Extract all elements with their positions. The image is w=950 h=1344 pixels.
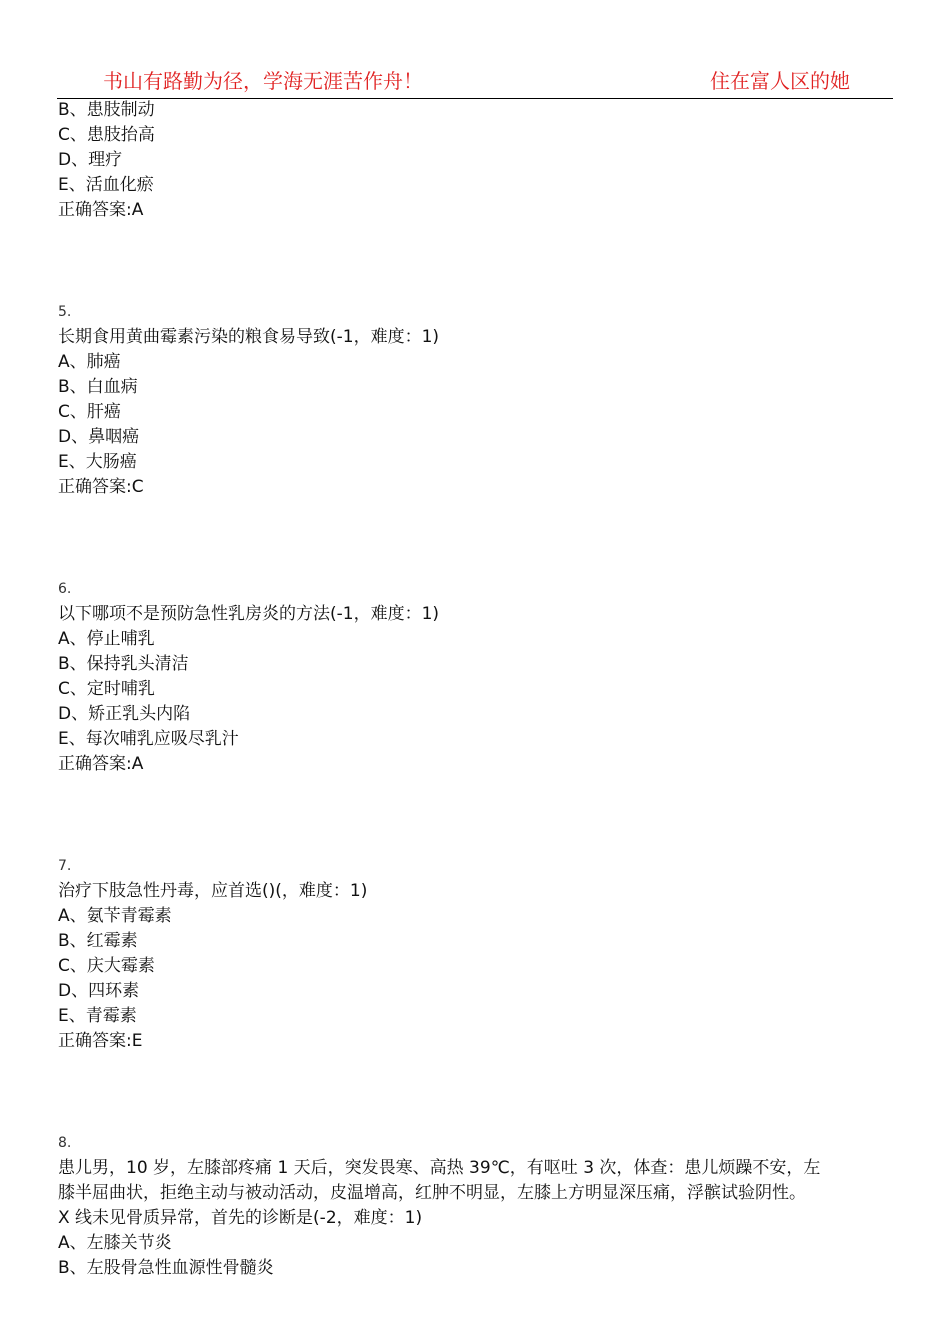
option-e: E、活血化瘀 (58, 175, 154, 195)
option-c: C、患肢抬高 (58, 125, 155, 145)
option-c: C、肝癌 (58, 402, 121, 422)
question-number: 5. (58, 304, 72, 320)
question-text-line-1: 患儿男，10 岁，左膝部疼痛 1 天后，突发畏寒、高热 39℃，有呕吐 3 次，体查：患儿烦躁不安，左 (58, 1158, 821, 1178)
option-c: C、定时哺乳 (58, 679, 155, 699)
question-number: 8. (58, 1135, 72, 1151)
answer: 正确答案:E (58, 1031, 143, 1051)
question-text-line-3: X 线未见骨质异常，首先的诊断是(-2，难度：1) (58, 1208, 423, 1228)
answer: 正确答案:A (58, 200, 144, 220)
question-text: 治疗下肢急性丹毒，应首选()(，难度：1) (58, 881, 368, 901)
question-6 (58, 577, 898, 777)
question-number: 6. (58, 581, 72, 597)
option-a: A、左膝关节炎 (58, 1233, 172, 1253)
question-list (58, 98, 898, 1281)
page-header (57, 60, 893, 99)
option-d: D、鼻咽癌 (58, 427, 140, 447)
question-number: 7. (58, 858, 72, 874)
question-4-tail (58, 98, 898, 223)
option-e: E、大肠癌 (58, 452, 137, 472)
option-d: D、矫正乳头内陷 (58, 704, 191, 724)
option-e: E、每次哺乳应吸尽乳汁 (58, 729, 239, 749)
option-a: A、氨苄青霉素 (58, 906, 172, 926)
option-d: D、四环素 (58, 981, 140, 1001)
answer: 正确答案:C (58, 477, 144, 497)
header-motto: 书山有路勤为径，学海无涯苦作舟！ (103, 69, 423, 93)
question-5 (58, 300, 898, 500)
option-a: A、停止哺乳 (58, 629, 155, 649)
option-b: B、红霉素 (58, 931, 138, 951)
answer: 正确答案:A (58, 754, 144, 774)
question-8 (58, 1131, 898, 1281)
option-c: C、庆大霉素 (58, 956, 155, 976)
question-text: 以下哪项不是预防急性乳房炎的方法(-1，难度：1) (58, 604, 440, 624)
option-b: B、患肢制动 (58, 100, 155, 120)
header-author: 住在富人区的她 (710, 69, 850, 93)
option-a: A、肺癌 (58, 352, 121, 372)
question-text-line-2: 膝半屈曲状，拒绝主动与被动活动，皮温增高，红肿不明显，左膝上方明显深压痛，浮髌试验阴性。 (58, 1183, 806, 1203)
option-b: B、左股骨急性血源性骨髓炎 (58, 1258, 274, 1278)
option-e: E、青霉素 (58, 1006, 137, 1026)
option-d: D、理疗 (58, 150, 123, 170)
question-text: 长期食用黄曲霉素污染的粮食易导致(-1，难度：1) (58, 327, 440, 347)
question-7 (58, 854, 898, 1054)
option-b: B、保持乳头清洁 (58, 654, 189, 674)
option-b: B、白血病 (58, 377, 138, 397)
